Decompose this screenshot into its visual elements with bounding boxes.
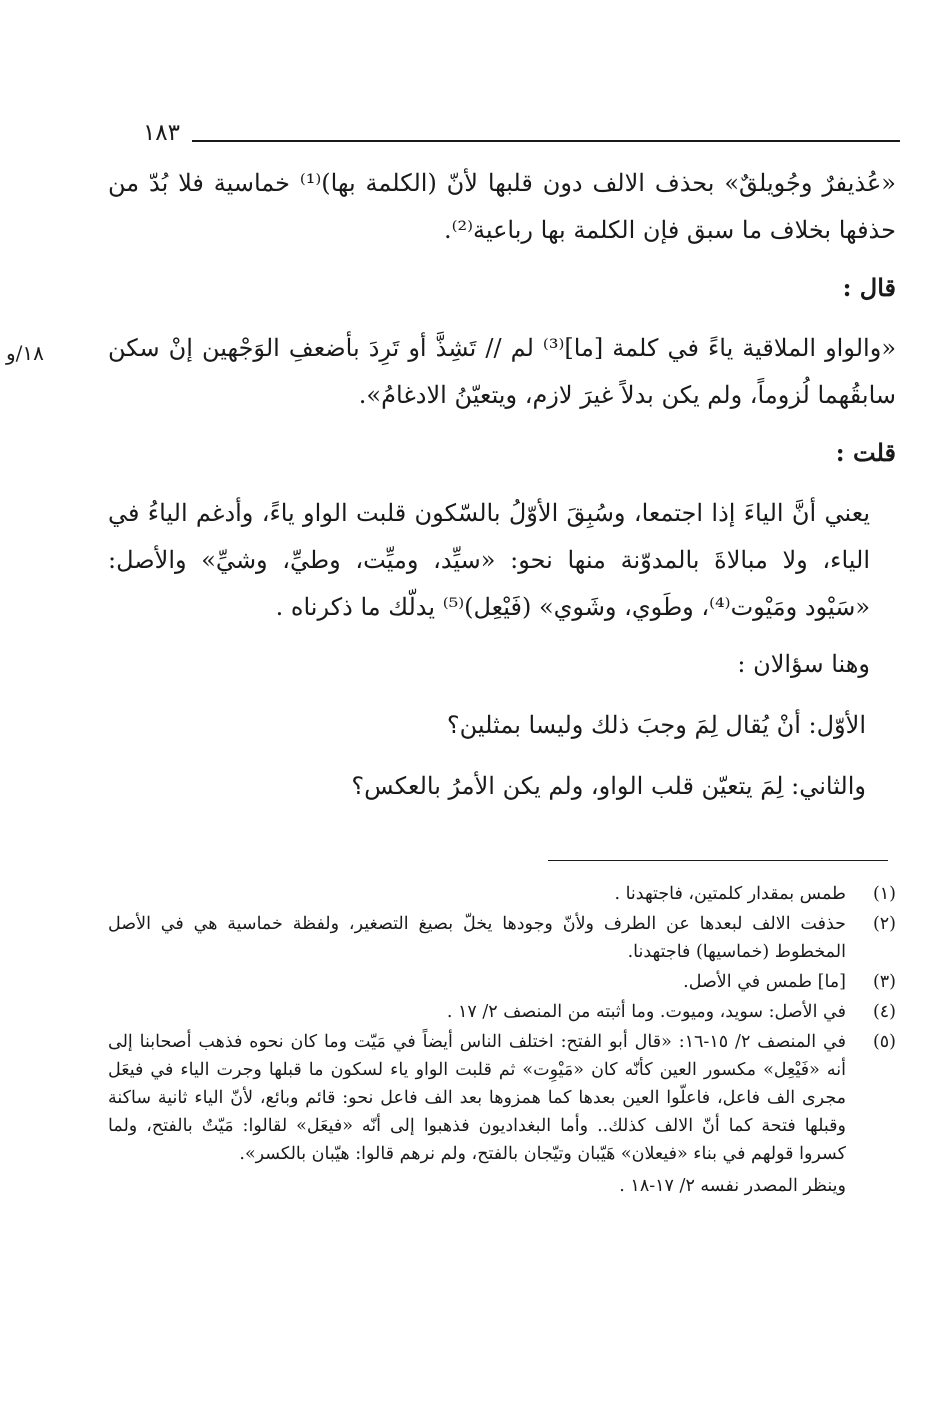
footnote-text: طمس بمقدار كلمتين، فاجتهدنا . [614, 884, 846, 904]
footnote-text: في المنصف ٢/ ١٥-١٦: «قال أبو الفتح: اختلف الناس أيضاً في مَيّت وما كان نحوه فذهب أصحابنا إلى أنه «فَيْعِل» مكسور العين كأنّه كان «مَيْوِت» ثم قلبت الواو ياء لسكون ما قبلها وجرت الياء في فيعَل مجرى الف فاعل، فاعلّوا العين بعدها كما همزوها بعد الف فاعل نحو: قائم وبائع، لأنّ الياء ثانية ساكنة وقبلها فتحة كما أنّ الالف كذلك.. وأما البغداديون فذهبوا إلى أنّه «فيعَل» لقالوا: مَيّتٌ بالفتح، ولما كسروا قولهم في بناء «فيعلان» هَيّبان وتيّجان بالفتح، ولم نرهم قالوا: هيّبان بالكسر». [108, 1032, 846, 1164]
header-rule [192, 140, 900, 142]
question-1: الأوّل: أنْ يُقال لِمَ وجبَ ذلك وليسا بمثلين؟ [446, 711, 866, 739]
footnotes [108, 880, 896, 1200]
margin-folio-note: ١٨/و [6, 341, 44, 365]
label-questions: وهنا سؤالان : [737, 650, 870, 678]
page-header [108, 118, 900, 148]
paragraph-2: «والواو الملاقية ياءً في كلمة [ما]⁽³⁾ لم // تَشِذَّ أو تَرِدَ بأضعفِ الوَجْهين إنْ سكن سابقُهما لُزوماً، ولم يكن بدلاً غيرَ لازم، ويتعيّنُ الادغامُ». [108, 334, 897, 409]
footnote-extra-reference: وينظر المصدر نفسه ٢/ ١٧-١٨ . [619, 1176, 846, 1196]
paragraph-1: «عُذيفرٌ وجُويلقٌ» بحذف الالف دون قلبها لأنّ (الكلمة بها)⁽¹⁾ خماسية فلا بُدّ من حذفها بخلاف ما سبق فإن الكلمة بها رباعية⁽²⁾. [108, 169, 896, 244]
label-qala: قال : [842, 273, 896, 302]
paragraph-3: يعني أنَّ الياءَ إذا اجتمعا، وسُبِقَ الأوّلُ بالسّكون قلبت الواو ياءً، وأدغم الياءُ في الياء، ولا مبالاةَ بالمدوّنة منها نحو: «سيِّد، وميِّت، وطيِّ، وشيِّ» والأصل: «سَيْود ومَيْوت⁽⁴⁾، وطَوي، وشَوي» (فَيْعِل)⁽⁵⁾ يدلّك ما ذكرناه . [108, 499, 871, 621]
footnote [108, 968, 896, 996]
footnote-number: (٣) [872, 972, 896, 992]
footnote-text: حذفت الالف لبعدها عن الطرف ولأنّ وجودها يخلّ بصيغ التصغير، ولفظة خماسية هي في الأصل المخطوط (خماسيها) فاجتهدنا. [108, 914, 846, 962]
question-2: والثاني: لِمَ يتعيّن قلب الواو، ولم يكن الأمرُ بالعكس؟ [351, 772, 866, 800]
footnote-number: (٢) [872, 914, 896, 934]
footnote-number: (١) [872, 884, 896, 904]
footnote-text: في الأصل: سويد، وميوت. وما أثبته من المنصف ٢/ ١٧ . [446, 1002, 846, 1022]
footnote-text: [ما] طمس في الأصل. [683, 972, 846, 992]
footnote [108, 880, 896, 908]
body-text [108, 160, 896, 810]
page-number: ١٨٣ [142, 120, 180, 146]
footnote-rule [548, 860, 888, 861]
footnote-number: (٥) [872, 1032, 896, 1052]
footnote [108, 1028, 896, 1168]
footnote [108, 998, 896, 1026]
footnote [108, 910, 896, 966]
label-qultu: قلت : [835, 438, 896, 467]
footnote-number: (٤) [872, 1002, 896, 1022]
